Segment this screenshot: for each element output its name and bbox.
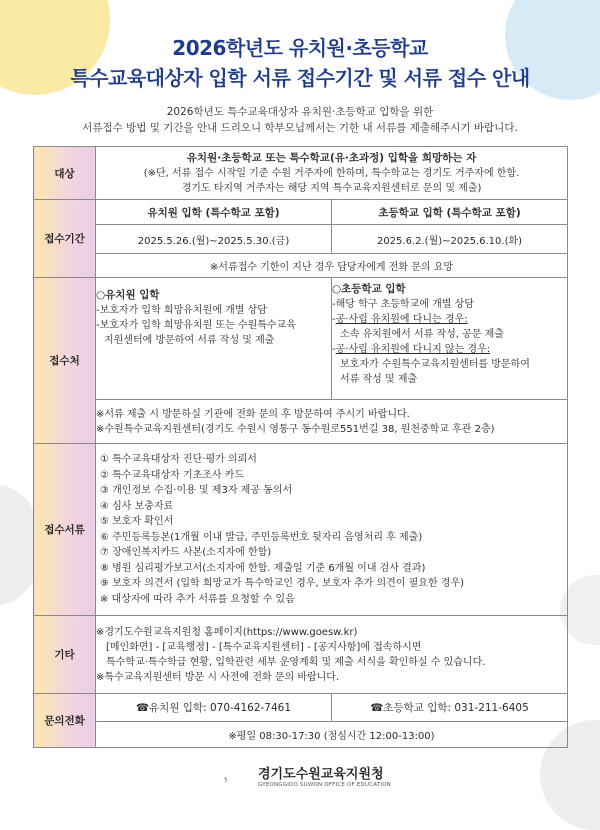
intro-text: [0, 104, 600, 136]
row-label-period: 접수기간: [34, 200, 96, 278]
document-item: ④ 심사 보충자료: [100, 500, 174, 512]
elem-place-cell: [332, 278, 568, 400]
kinder-period-header: 유치원 입학 (특수학교 포함): [96, 200, 332, 225]
contact-hours: ※평일 08:30-17:30 (점심시간 12:00-13:00): [96, 722, 568, 748]
document-item: ⑦ 장애인복지카드 사본(소지자에 한함): [100, 547, 272, 558]
info-table: [33, 146, 568, 748]
etc-cell: [96, 616, 568, 694]
etc-line: ※특수교육지원센터 방문 시 사전에 전화 문의 바랍니다.: [96, 671, 340, 683]
documents-cell: [96, 444, 568, 616]
etc-line: [메인화면] - [교육행정] - [특수교육지원센터] - [공지사항]에 접속하시면: [106, 641, 422, 653]
place-note: ※수원특수교육지원센터(경기도 수원시 영통구 동수원로551번길 38, 원천중학교 후관 2층): [96, 423, 495, 435]
elem-place-line: 소속 유치원에서 서류 작성, 공문 제출: [340, 329, 504, 340]
kinder-place-cell: [96, 278, 332, 400]
row-label-target: 대상: [34, 147, 96, 200]
target-note: 경기도 타지역 거주자는 해당 지역 특수교육지원센터로 문의 및 제출): [181, 182, 482, 194]
document-item: ⑨ 보호자 의견서 (입학 희망교가 특수학교인 경우, 보호자 추가 의견이 필요한 경우): [100, 578, 465, 589]
kinder-place-line: -보호자가 입학 희망유치원 또는 수원특수교육: [96, 320, 296, 331]
elem-period-dates: 2025.6.2.(월)~2025.6.10.(화): [332, 225, 568, 254]
elem-place-line: 서류 작성 및 제출: [340, 374, 418, 385]
target-note: (※단, 서류 접수 시작일 기준 수원 거주자에 한하며, 특수학교는 경기도 거주자에 한함.: [143, 167, 520, 179]
org-name-en: GYEONGGIDO SUWON OFFICE OF EDUCATION: [258, 782, 391, 788]
place-note: ※서류 제출 시 방문하실 기관에 전화 문의 후 방문하여 주시기 바랍니다.: [96, 408, 410, 420]
underlined-text: 공·사립 유치원에 다니지 않는 경우:: [335, 344, 491, 355]
elem-place-line: -공·사립 유치원에 다니지 않는 경우:: [332, 344, 491, 355]
kinder-place-title: ○유치원 입학: [96, 289, 160, 301]
elem-period-header: 초등학교 입학 (특수학교 포함): [332, 200, 568, 225]
page-title-line2: 특수교육대상자 입학 서류 접수기간 및 서류 접수 안내: [70, 66, 530, 90]
etc-line: 특수학교·특수학급 현황, 입학관련 세부 운영계획 및 제출 서식을 확인하실 수 있습니다.: [106, 656, 486, 668]
page-title-line1: 2026학년도 유치원·초등학교: [172, 36, 428, 60]
intro-line: 2026학년도 특수교육대상자 유치원·초등학교 입학을 위한: [166, 106, 434, 118]
intro-line: 서류접수 방법 및 기간을 안내 드리오니 학부모님께서는 기한 내 서류를 제출해주시기 바랍니다.: [82, 122, 518, 134]
document-item: ② 특수교육대상자 기초조사 카드: [100, 469, 245, 481]
kinder-place-line: -보호자가 입학 희망유치원에 개별 상담: [96, 305, 267, 316]
elem-place-line: -공·사립 유치원에 다니는 경우:: [332, 314, 468, 325]
kinder-place-line: 지원센터에 방문하여 서류 작성 및 제출: [104, 335, 275, 346]
row-label-documents: 접수서류: [34, 444, 96, 616]
elem-place-line: 보호자가 수원특수교육지원센터를 방문하여: [340, 359, 530, 370]
period-note: ※서류접수 기한이 지난 경우 담당자에게 전화 문의 요망: [96, 254, 568, 278]
office-logo-icon: [224, 765, 254, 795]
document-item: ※ 대상자에 따라 추가 서류를 요청할 수 있음: [100, 593, 295, 605]
kinder-phone[interactable]: ☎유치원 입학: 070-4162-7461: [96, 694, 332, 722]
row-label-place: 접수처: [34, 278, 96, 444]
target-main: 유치원·초등학교 또는 특수학교(유·초과정) 입학을 희망하는 자: [186, 151, 477, 164]
row-label-contact: 문의전화: [34, 694, 96, 748]
target-cell: [96, 147, 568, 200]
elem-place-title: ○초등학교 입학: [332, 283, 406, 295]
place-notes: [96, 400, 568, 444]
elem-phone[interactable]: ☎초등학교 입학: 031-211-6405: [332, 694, 568, 722]
elem-place-line: -해당 학구 초등학교에 개별 상담: [332, 299, 474, 310]
underlined-text: 공·사립 유치원에 다니는 경우:: [335, 314, 468, 325]
document-item: ① 특수교육대상자 진단·평가 의뢰서: [100, 454, 257, 465]
document-item: ③ 개인정보 수집·이용 및 제3자 제공 동의서: [100, 485, 293, 496]
kinder-period-dates: 2025.5.26.(월)~2025.5.30.(금): [96, 225, 332, 254]
document-item: ⑧ 병원 심리평가보고서(소지자에 한함. 제출일 기준 6개월 이내 검사 결과): [100, 562, 426, 574]
document-item: ⑥ 주민등록등본(1개월 이내 발급, 주민등록번호 뒷자리 음영처리 후 제출): [100, 531, 423, 543]
homepage-link[interactable]: ※경기도수원교육지원청 홈페이지(https://www.goesw.kr): [96, 626, 358, 638]
org-name: 경기도수원교육지원청: [258, 767, 384, 782]
document-item: ⑤ 보호자 확인서: [100, 516, 174, 527]
row-label-etc: 기타: [34, 616, 96, 694]
